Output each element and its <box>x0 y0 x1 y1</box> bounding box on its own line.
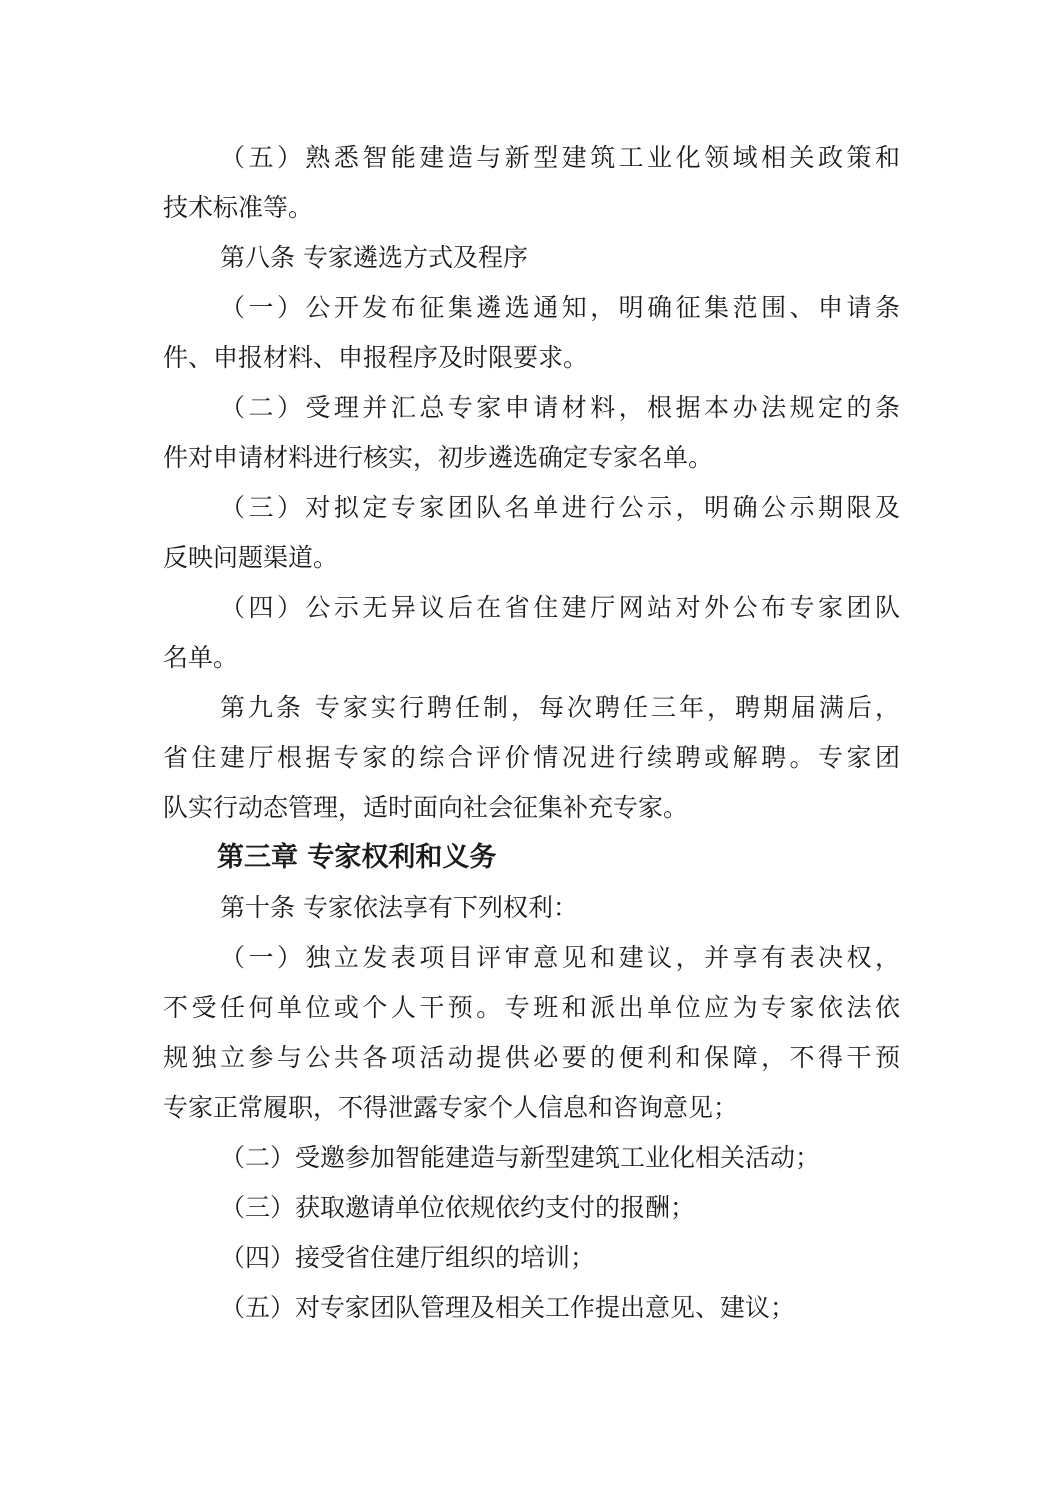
text-line: （三）获取邀请单位依规依约支付的报酬； <box>220 1193 696 1222</box>
text-line: 第九条 专家实行聘任制，每次聘任三年，聘期届满后， <box>220 693 900 722</box>
text-line: 名单。 <box>163 643 239 672</box>
text-line: （四）接受省住建厅组织的培训； <box>220 1243 596 1272</box>
text-line: 件对申请材料进行核实，初步遴选确定专家名单。 <box>163 443 714 472</box>
text-line: 第十条 专家依法享有下列权利： <box>220 893 578 922</box>
text-line: （二）受邀参加智能建造与新型建筑工业化相关活动； <box>220 1143 821 1172</box>
text-line: 件、申报材料、申报程序及时限要求。 <box>163 343 589 372</box>
text-line: （一）独立发表项目评审意见和建议，并享有表决权， <box>220 943 900 972</box>
text-line: （五）对专家团队管理及相关工作提出意见、建议； <box>220 1293 796 1322</box>
text-line: （四）公示无异议后在省住建厅网站对外公布专家团队 <box>220 593 900 622</box>
text-line: 省住建厅根据专家的综合评价情况进行续聘或解聘。专家团 <box>163 743 900 772</box>
text-line: （五）熟悉智能建造与新型建筑工业化领域相关政策和 <box>220 143 900 172</box>
text-line: 反映问题渠道。 <box>163 543 339 572</box>
text-line: 规独立参与公共各项活动提供必要的便利和保障，不得干预 <box>163 1043 900 1072</box>
text-line: 第八条 专家遴选方式及程序 <box>220 243 528 272</box>
text-line: 专家正常履职，不得泄露专家个人信息和咨询意见； <box>163 1093 739 1122</box>
text-line: （一）公开发布征集遴选通知，明确征集范围、申请条 <box>220 293 900 322</box>
chapter-heading: 第三章 专家权利和义务 <box>217 842 497 873</box>
text-line: 不受任何单位或个人干预。专班和派出单位应为专家依法依 <box>163 993 900 1022</box>
text-line: （三）对拟定专家团队名单进行公示，明确公示期限及 <box>220 493 900 522</box>
text-line: （二）受理并汇总专家申请材料，根据本办法规定的条 <box>220 393 900 422</box>
text-line: 技术标准等。 <box>163 193 314 222</box>
text-line: 队实行动态管理，适时面向社会征集补充专家。 <box>163 793 689 822</box>
